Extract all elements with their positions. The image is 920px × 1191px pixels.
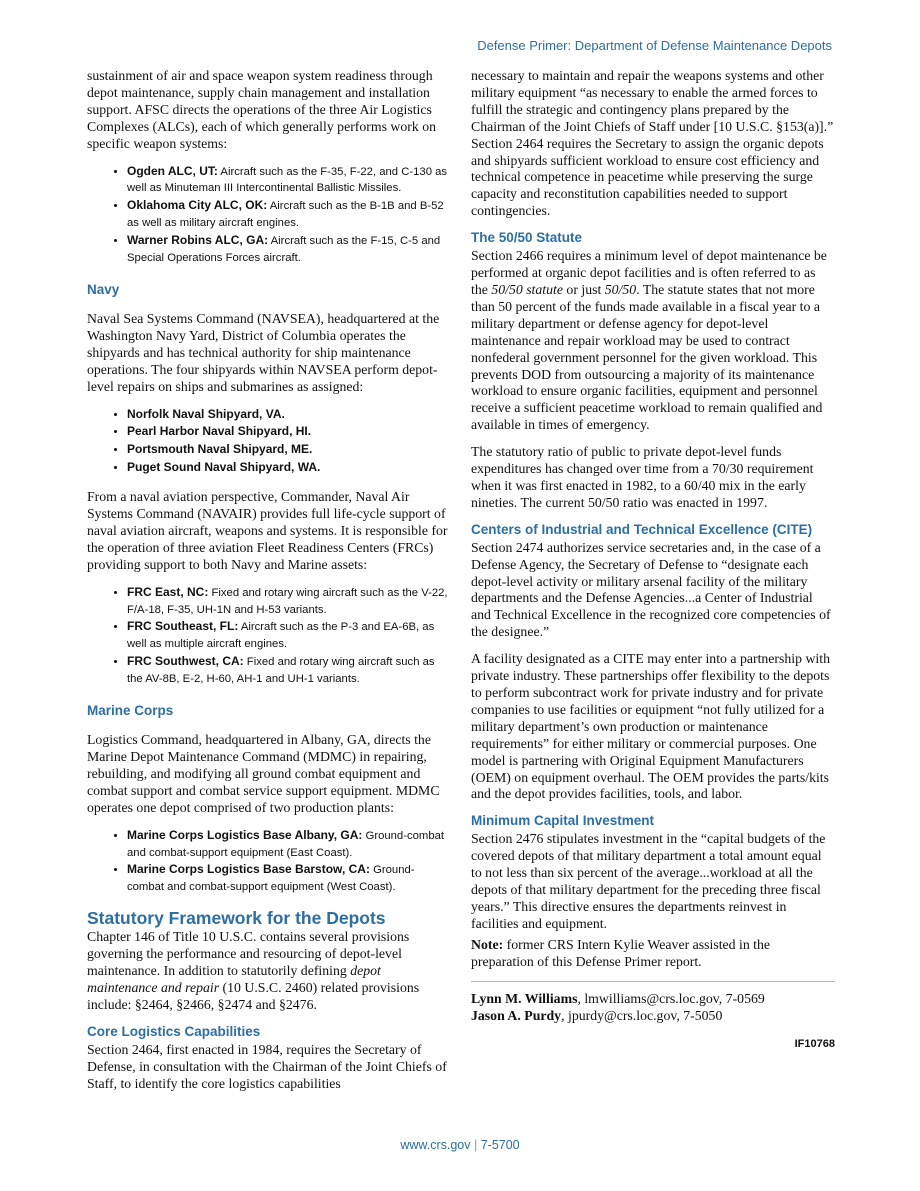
heading-navy: Navy xyxy=(87,281,120,297)
contact-williams: Lynn M. Williams, lmwilliams@crs.loc.gov, 7-0569 xyxy=(471,990,765,1006)
right-column xyxy=(471,68,835,1050)
shipyard-list xyxy=(87,406,451,478)
footer-phone: 7-5700 xyxy=(480,1138,520,1152)
running-header: Defense Primer: Department of Defense Maintenance Depots xyxy=(477,38,832,53)
heading-fifty-fifty: The 50/50 Statute xyxy=(471,230,583,246)
paragraph-minimum-capital: Section 2476 stipulates investment in the “capital budgets of the covered depots of that military department a total amount equal to not less than six percent of the average...workload at all the depots of that military department for the preceding three fiscal years.” This directive ensures the departments reinvest in facilities and equipment. xyxy=(471,831,826,931)
list-item: • Ogden ALC, UT: Aircraft such as the F-35, F-22, and C-130 as well as Minuteman III Intercontinental Ballistic Missiles. xyxy=(127,163,451,198)
list-item: • Warner Robins ALC, GA: Aircraft such as the F-15, C-5 and Special Operations Forces aircraft. xyxy=(127,232,451,267)
heading-minimum-capital: Minimum Capital Investment xyxy=(471,813,655,829)
contact-divider xyxy=(471,981,835,982)
paragraph-navair: From a naval aviation perspective, Commander, Naval Air Systems Command (NAVAIR) provides full life-cycle support of naval aviation aircraft, weapons and systems. It is responsible for the operation of three aviation Fleet Readiness Centers (FRCs) providing support to both Navy and Marine assets: xyxy=(87,489,448,572)
list-item: • Portsmouth Naval Shipyard, ME. xyxy=(127,441,451,459)
heading-cite: Centers of Industrial and Technical Excellence (CITE) xyxy=(471,521,813,537)
paragraph-partnership: A facility designated as a CITE may enter into a partnership with private industry. These partnerships offer flexibility to the depots to perform subcontract work for private industry and for private companies to use facilities or equipment “not fully utilized for a military department’s own production or maintenance requirements” for either military or commercial purposes. One model is partnering with Original Equipment Manufacturers (OEM) on equipment overhaul. The OEM provides the parts/kits and the depot provides facilities, tools, and labor. xyxy=(471,651,830,802)
paragraph-marine: Logistics Command, headquartered in Albany, GA, directs the Marine Depot Maintenance Command (MDMC) in repairing, rebuilding, and modifying all ground combat equipment and combat support and combat service support equipment. MDMC operates one depot comprised of two production plants: xyxy=(87,732,440,815)
list-item: • Marine Corps Logistics Base Barstow, CA: Ground-combat and combat-support equipment (West Coast). xyxy=(127,861,451,896)
left-column xyxy=(87,68,451,1103)
heading-statutory-framework: Statutory Framework for the Depots xyxy=(87,908,386,929)
page-footer xyxy=(0,1138,920,1152)
list-item: • Norfolk Naval Shipyard, VA. xyxy=(127,406,451,424)
list-item: • FRC Southeast, FL: Aircraft such as the P-3 and EA-6B, as well as multiple aircraft engines. xyxy=(127,618,451,653)
paragraph-note: Note: former CRS Intern Kylie Weaver assisted in the preparation of this Defense Primer report. xyxy=(471,936,771,969)
footer-site-link[interactable]: www.crs.gov xyxy=(400,1138,471,1152)
document-id: IF10768 xyxy=(794,1037,835,1050)
heading-core-logistics: Core Logistics Capabilities xyxy=(87,1023,261,1039)
alc-list xyxy=(87,163,451,267)
paragraph-ratio: The statutory ratio of public to private depot-level funds expenditures has changed over time from a 70/30 requirement when it was first enacted in 1982, to a 60/40 mix in the early nineties. The current 50/50 ratio was enacted in 1997. xyxy=(471,444,814,510)
list-item: • FRC Southwest, CA: Fixed and rotary wing aircraft such as the AV-8B, E-2, H-60, AH-1 and UH-1 variants. xyxy=(127,653,451,688)
frc-list xyxy=(87,584,451,688)
footer-separator: | xyxy=(470,1138,481,1152)
paragraph-core: Section 2464, first enacted in 1984, requires the Secretary of Defense, in consultation with the Chairman of the Joint Chiefs of Staff, to identify the core logistics capabilities xyxy=(87,1041,447,1091)
list-item: • Pearl Harbor Naval Shipyard, HI. xyxy=(127,423,451,441)
list-item: • Oklahoma City ALC, OK: Aircraft such as the B-1B and B-52 as well as military aircraft engines. xyxy=(127,197,451,232)
mclb-list xyxy=(87,827,451,897)
paragraph-fifty-fifty: Section 2466 requires a minimum level of depot maintenance be performed at organic depot facilities and is often referred to as the 50/50 statute or just 50/50. The statute states that not more than 50 percent of the funds made available in a fiscal year to a military department or defense agency for depot-level maintenance and repair workload may be used to contract nonfederal government personnel for the given workload. This prevents DOD from outsourcing a majority of its maintenance workload to ensure organic facilities, equipment and personnel receive a sufficient peacetime workload to remain qualified and available in times of emergency. xyxy=(471,248,827,433)
contact-purdy: Jason A. Purdy, jpurdy@crs.loc.gov, 7-5050 xyxy=(471,1007,723,1023)
list-item: • FRC East, NC: Fixed and rotary wing aircraft such as the V-22, F/A-18, F-35, UH-1N and H-53 variants. xyxy=(127,584,451,619)
paragraph-statutory: Chapter 146 of Title 10 U.S.C. contains several provisions governing the performance and resourcing of depot-level maintenance. In addition to statutorily defining depot maintenance and repair (10 U.S.C. 2460) related provisions include: §2464, §2466, §2474 and §2476. xyxy=(87,929,420,1012)
paragraph-core-continued: necessary to maintain and repair the weapons systems and other military equipment “as necessary to enable the armed forces to fulfill the strategic and contingency plans prepared by the Chairman of the Joint Chiefs of Staff under [10 U.S.C. §153(a)].” Section 2464 requires the Secretary to assign the organic depots and shipyards sufficient workload to ensure cost efficiency and technical competence in peacetime while preserving the surge capacity and reconstitution capabilities needed to support contingencies. xyxy=(471,68,834,219)
paragraph-navsea: Naval Sea Systems Command (NAVSEA), headquartered at the Washington Navy Yard, District of Columbia operates the shipyards and has technical authority for ship maintenance operations. The four shipyards within NAVSEA perform depot-level repairs on ships and submarines as assigned: xyxy=(87,310,440,394)
list-item: • Marine Corps Logistics Base Albany, GA: Ground-combat and combat-support equipment (East Coast). xyxy=(127,827,451,862)
paragraph-afsc: sustainment of air and space weapon system readiness through depot maintenance, supply chain management and installation support. AFSC directs the operations of the three Air Logistics Complexes (ALCs), each of which generally performs work on specific weapon systems: xyxy=(87,68,437,151)
paragraph-cite: Section 2474 authorizes service secretaries and, in the case of a Defense Agency, the Secretary of Defense to “designate each depot-level activity or military arsenal facility of the military departments and the Defense Agencies...a Center of Industrial and Technical Excellence in the recognized core competencies of the designee.” xyxy=(471,539,831,640)
heading-marine-corps: Marine Corps xyxy=(87,703,174,719)
list-item: • Puget Sound Naval Shipyard, WA. xyxy=(127,459,451,477)
